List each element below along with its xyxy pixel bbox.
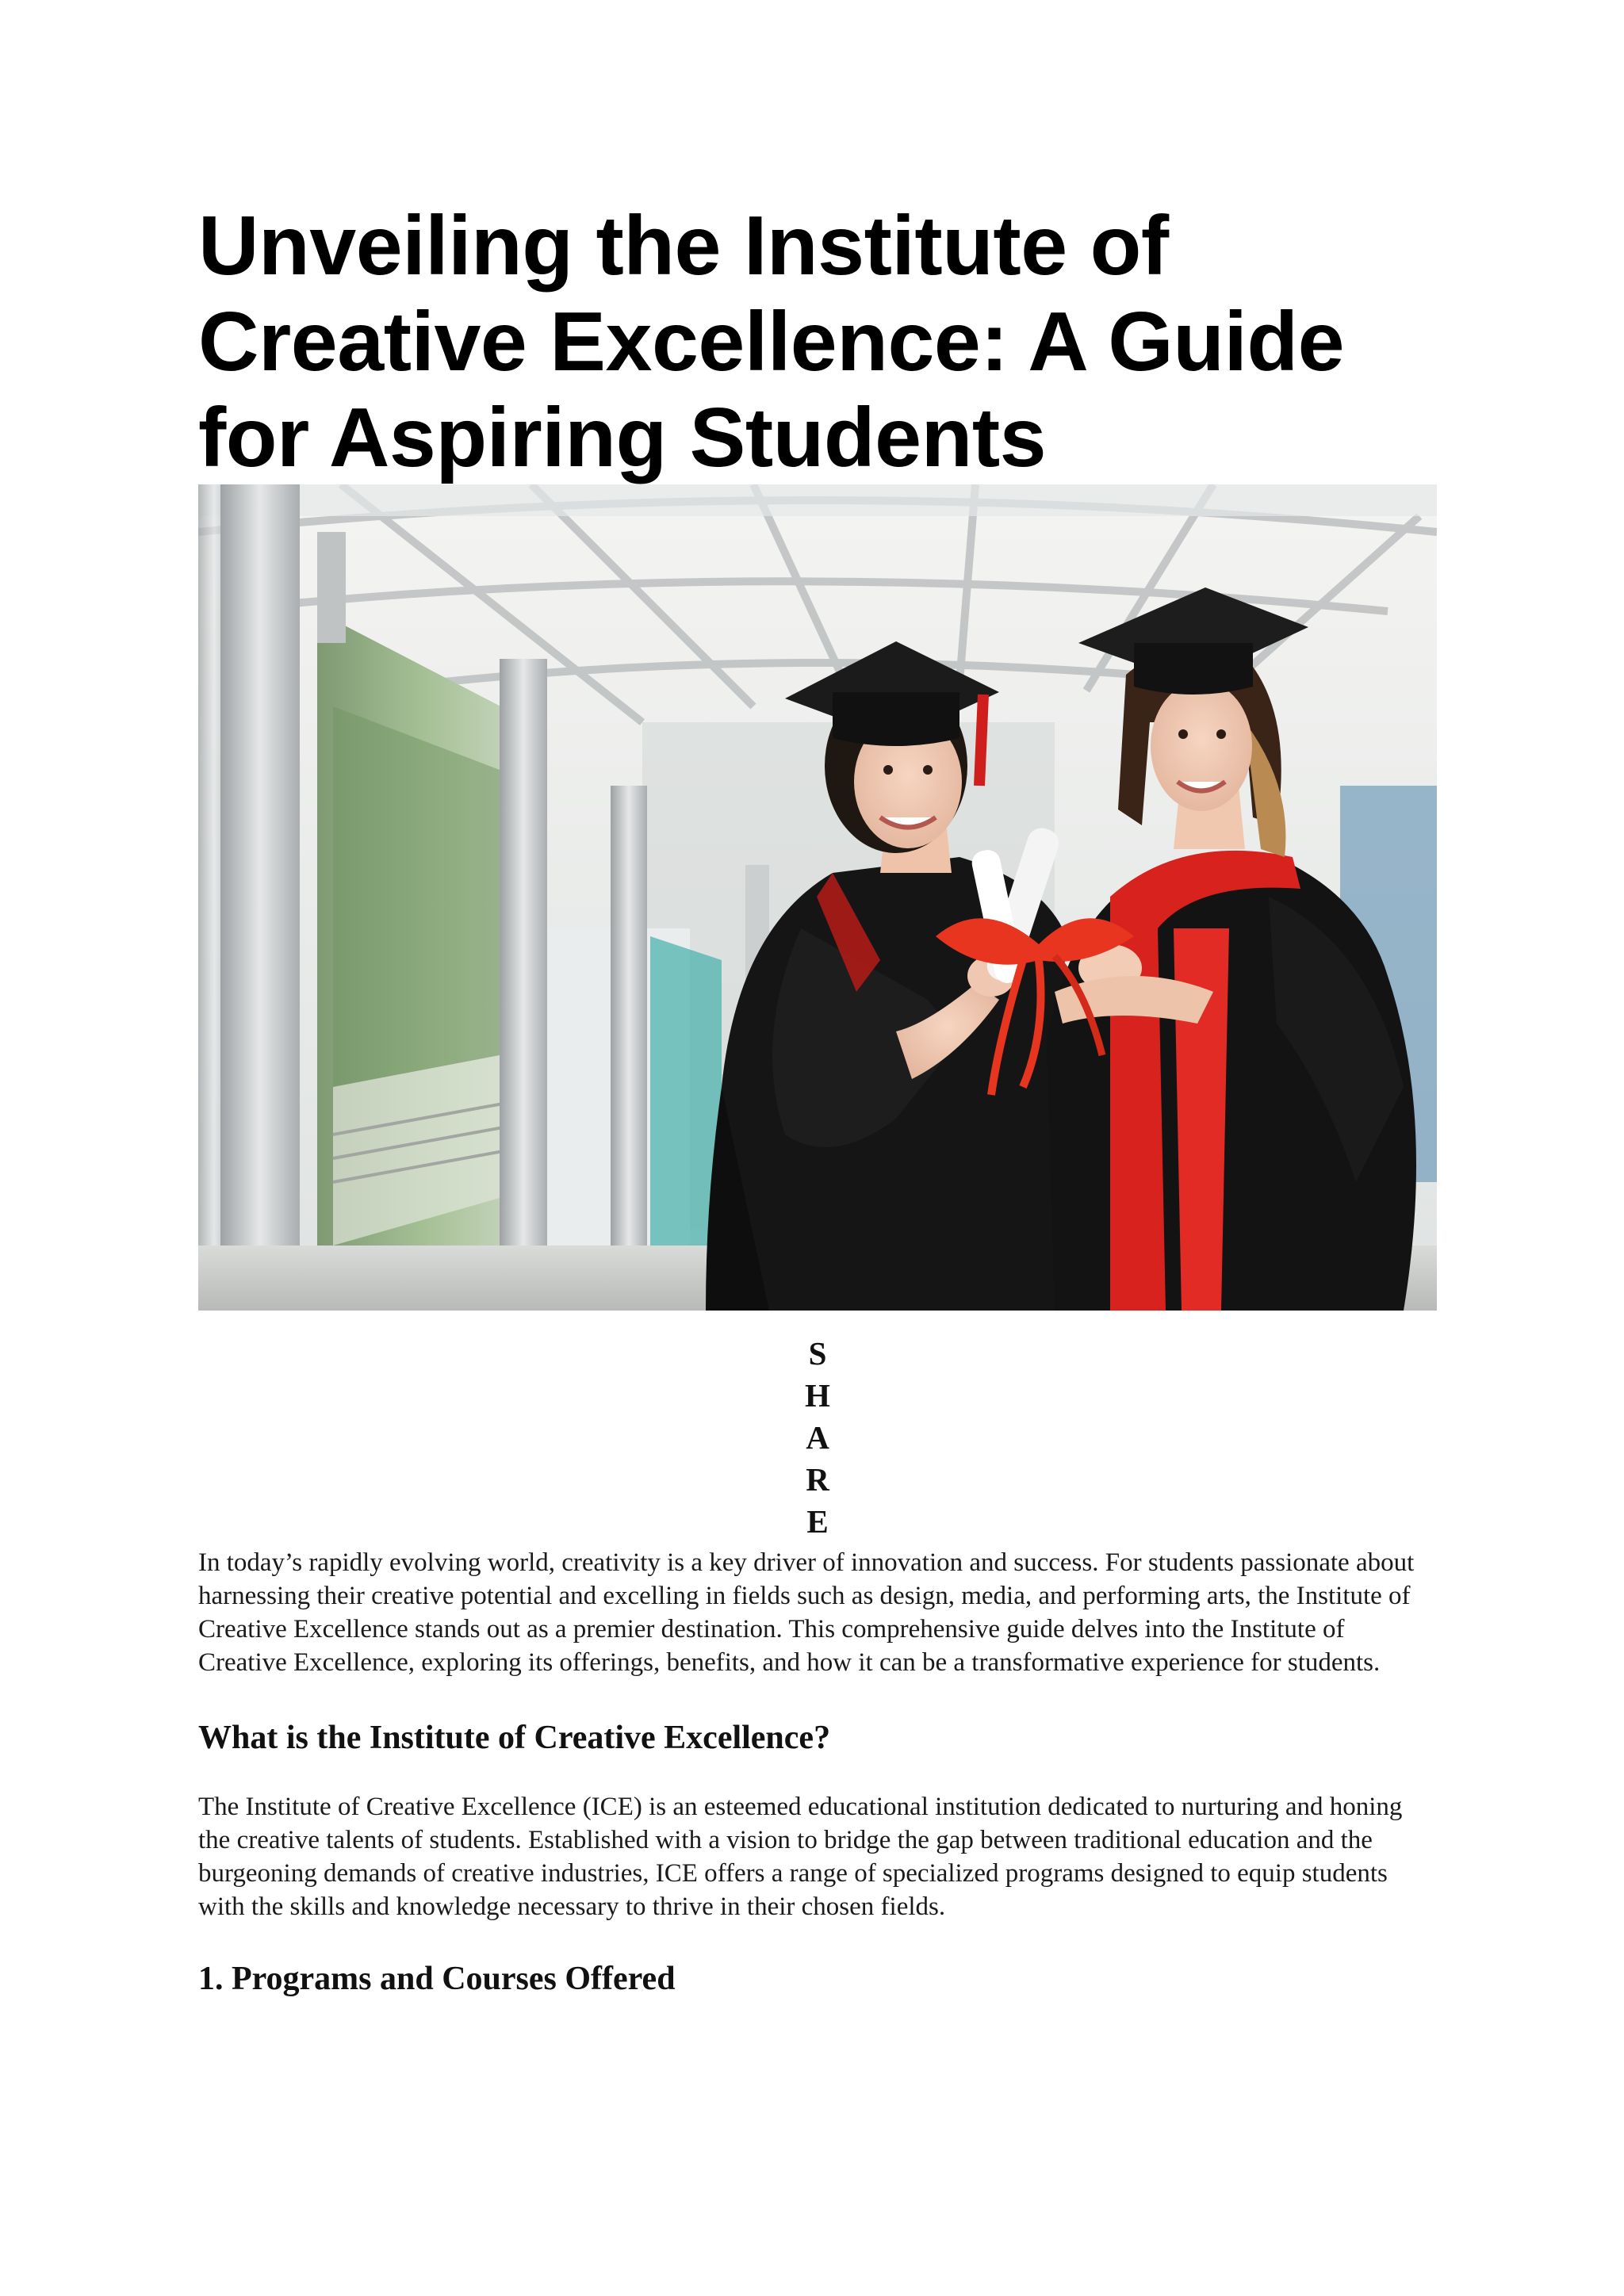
- section-body-what-is-ice: The Institute of Creative Excellence (ICE) is an esteemed educational institution dedicated to nurturing and honing the creative talents of students. Established with a vision to bridge the gap between traditional education and the burgeoning demands of creative industries, ICE offers a range of specialized programs designed to equip students with the skills and knowledge necessary to thrive in their chosen fields.: [198, 1793, 1403, 1921]
- article-title: Unveiling the Institute of Creative Excellence: A Guide for Aspiring Students: [198, 199, 1345, 484]
- share-letter: S: [808, 1335, 827, 1372]
- share-letter: R: [806, 1461, 829, 1498]
- share-letter: H: [805, 1377, 830, 1414]
- subsection-heading-programs: 1. Programs and Courses Offered: [198, 1961, 676, 1997]
- share-letter: E: [806, 1503, 829, 1540]
- hero-image-graduates: [198, 484, 1437, 1311]
- share-letter: A: [806, 1419, 829, 1456]
- article: [198, 198, 1437, 1999]
- share-vertical-label[interactable]: [198, 1333, 1437, 1543]
- intro-paragraph: In today’s rapidly evolving world, creativity is a key driver of innovation and success. For students passionate about harnessing their creative potential and excelling in fields such as design, media, and performing arts, the Institute of Creative Excellence stands out as a premier destination. This comprehensive guide delves into the Institute of Creative Excellence, exploring its offerings, benefits, and how it can be a transformative experience for students.: [198, 1548, 1415, 1677]
- section-heading-what-is-ice: What is the Institute of Creative Excellence?: [198, 1720, 831, 1756]
